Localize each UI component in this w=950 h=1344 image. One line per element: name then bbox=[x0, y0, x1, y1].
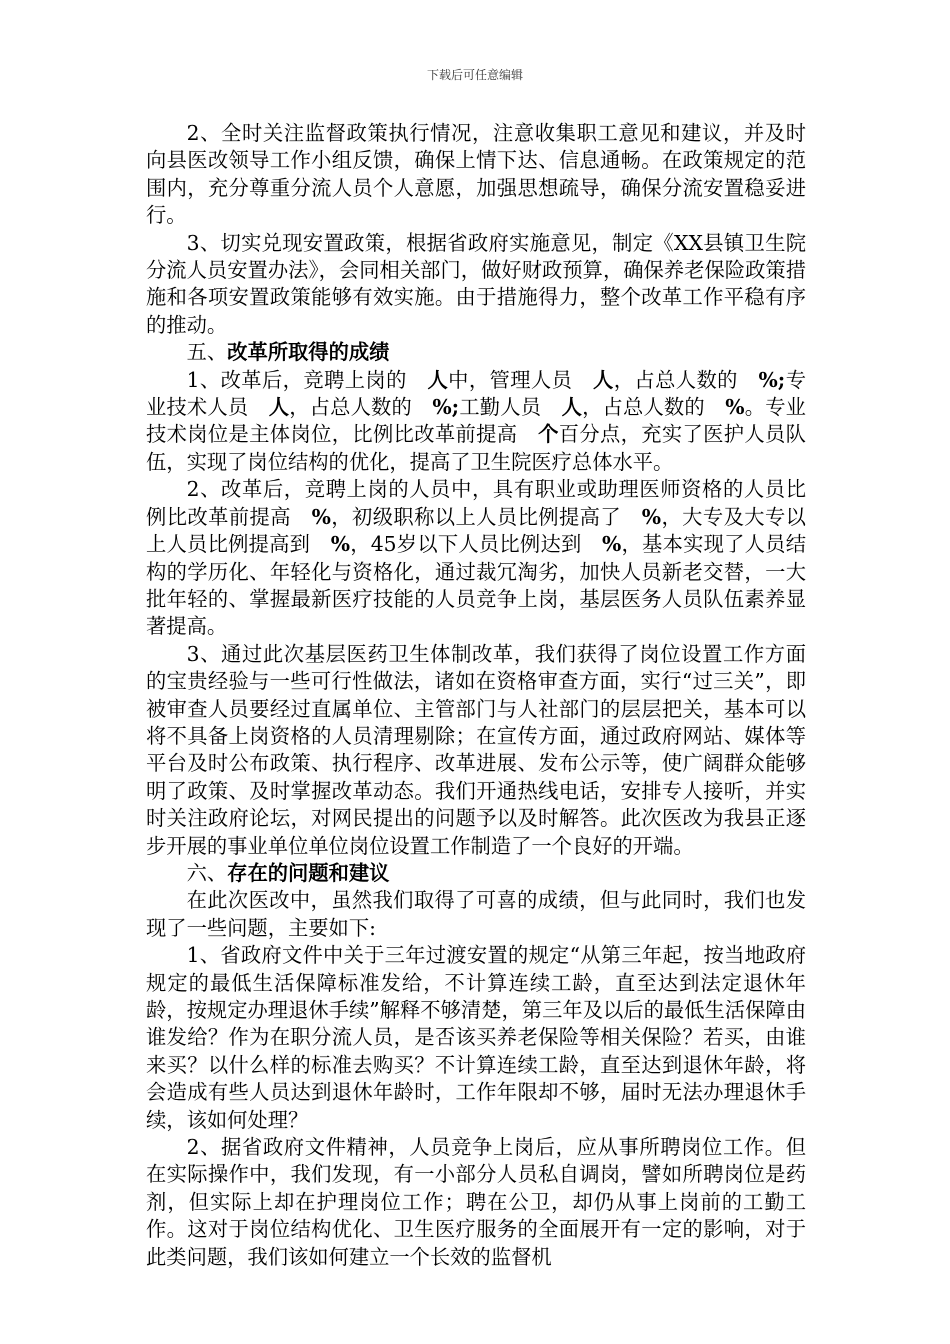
bold-run: % bbox=[311, 504, 331, 529]
text-run: 1、改革后，竞聘上岗的 bbox=[186, 367, 428, 392]
section-title: 存在的问题和建议 bbox=[227, 860, 390, 885]
bold-run: 人 bbox=[593, 367, 614, 392]
bold-run: % bbox=[641, 504, 662, 529]
bold-run: % bbox=[602, 532, 622, 557]
bold-run: 人 bbox=[561, 395, 583, 420]
text-run: ，大专及大专以上人员比例提高到 bbox=[146, 504, 806, 557]
bold-run: %; bbox=[758, 367, 786, 392]
paragraph-achievement-2 bbox=[146, 476, 806, 640]
section-number: 五、 bbox=[186, 340, 228, 365]
paragraph-problems-intro: 在此次医改中，虽然我们取得了可喜的成绩，但与此同时，我们也发现了一些问题，主要如下: bbox=[146, 888, 806, 940]
text-run: ，占总人数的 bbox=[582, 395, 726, 420]
section-number: 六、 bbox=[186, 860, 228, 885]
text-run: 工勤人员 bbox=[459, 395, 562, 420]
document-body bbox=[146, 120, 806, 1271]
paragraph-achievement-3: 3、通过此次基层医药卫生体制改革，我们获得了岗位设置工作方面的宝贵经验与一些可行性做法，诸如在资格审查方面，实行“过三关”，即被审查人员要经过直属单位、主管部门与人社部门的层层把关，基本可以将不具备上岗资格的人员清理剔除；在宣传方面，通过政府网站、媒体等平台及时公布政策、执行程序、改革进展、发布公示等，使广阔群众能够明了政策、及时掌握改革动态。我们开通热线电话，安排专人接听，并实时关注政府论坛，对网民提出的问题予以及时解答。此次医改为我县正逐步开展的事业单位单位岗位设置工作制造了一个良好的开端。 bbox=[146, 641, 806, 858]
bold-run: % bbox=[330, 532, 350, 557]
paragraph-problem-2: 2、据省政府文件精神，人员竞争上岗后，应从事所聘岗位工作。但在实际操作中，我们发现，有一小部分人员私自调岗，譬如所聘岗位是药剂，但实际上却在护理岗位工作；聘在公卫，却仍从事上岗前的工勤工作。这对于岗位结构优化、卫生医疗服务的全面展开有一定的影响，对于此类问题，我们该如何建立一个长效的监督机 bbox=[146, 1135, 806, 1269]
text-run: 2、改革后，竞聘上岗的人员中，具有职业或助理医师资格的人员比例比改革前提高 bbox=[146, 477, 806, 529]
text-run: ，45岁以下人员比例达到 bbox=[349, 532, 603, 557]
text-run: 百分点，充实了医护人员队伍，实现了岗位结构的优化，提高了卫生院医疗总体水平。 bbox=[146, 422, 806, 474]
bold-run: %; bbox=[432, 395, 460, 420]
paragraph-achievement-1 bbox=[146, 367, 806, 477]
text-run: ，基本实现了人员结构的学历化、年轻化与资格化，通过裁冗淘劣，加快人员新老交替，一大批年轻的、掌握最新医疗技能的人员竞争上岗，基层医务人员队伍素养显著提高。 bbox=[146, 532, 806, 639]
text-run: ，占总人数的 bbox=[613, 367, 759, 392]
text-run: 专业技术人员 bbox=[146, 367, 806, 420]
section-heading-achievements bbox=[146, 339, 806, 366]
paragraph-settlement-policy: 3、切实兑现安置政策，根据省政府实施意见，制定《XX县镇卫生院分流人员安置办法》，会同相关部门，做好财政预算，确保养老保险政策措施和各项安置政策能够有效实施。由于措施得力，整个改革工作平稳有序的推动。 bbox=[146, 230, 806, 337]
text-run: 中，管理人员 bbox=[448, 367, 593, 392]
paragraph-problem-1: 1、省政府文件中关于三年过渡安置的规定“从第三年起，按当地政府规定的最低生活保障标准发给，不计算连续工龄，直至达到法定退休年龄，按规定办理退休手续”解释不够清楚，第三年及以后的最低生活保障由谁发给？作为在职分流人员，是否该买养老保险等相关保险？若买，由谁来买？以什么样的标准去购买？不计算连续工龄，直至达到退休年龄，将会造成有些人员达到退休年龄时，工作年限却不够，届时无法办理退休手续，该如何处理？ bbox=[146, 943, 806, 1132]
bold-run: 人 bbox=[427, 367, 449, 392]
text-run: 。专业技术岗位是主体岗位，比例比改革前提高 bbox=[146, 395, 806, 447]
section-heading-problems bbox=[146, 860, 806, 887]
text-run: ，占总人数的 bbox=[289, 395, 433, 420]
bold-run: 个 bbox=[538, 422, 559, 447]
paragraph-supervise-policy: 2、全时关注监督政策执行情况，注意收集职工意见和建议，并及时向县医改领导工作小组反馈，确保上情下达、信息通畅。在政策规定的范围内，充分尊重分流人员个人意愿，加强思想疏导，确保分流安置稳妥进行。 bbox=[146, 121, 806, 228]
text-run: ，初级职称以上人员比例提高了 bbox=[330, 504, 642, 529]
header-note: 下载后可任意编辑 bbox=[426, 68, 523, 82]
bold-run: 人 bbox=[268, 395, 290, 420]
section-title: 改革所取得的成绩 bbox=[227, 340, 390, 365]
bold-run: % bbox=[725, 395, 745, 420]
